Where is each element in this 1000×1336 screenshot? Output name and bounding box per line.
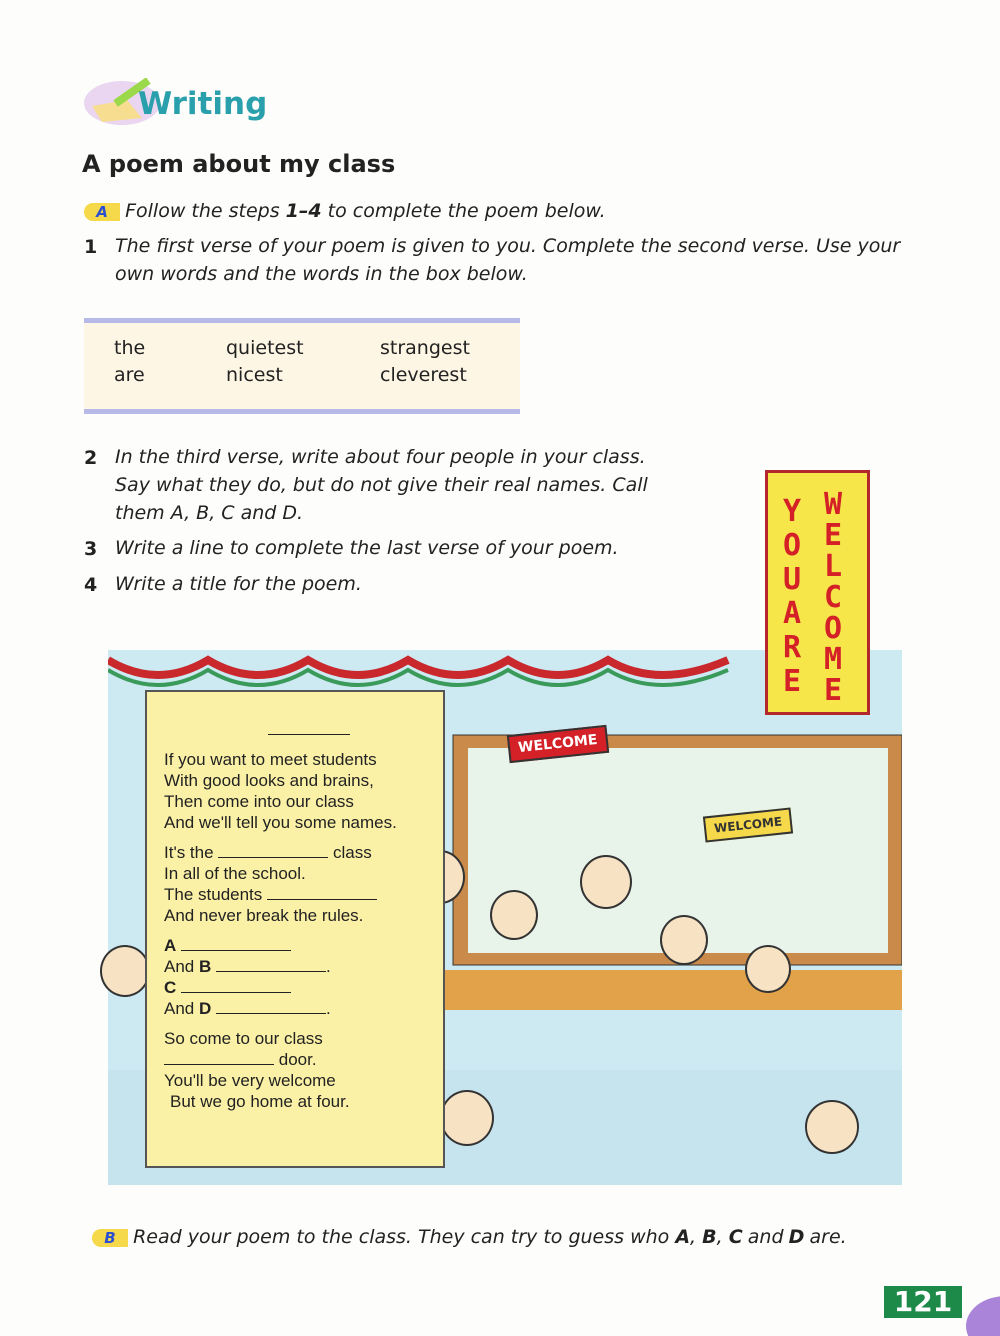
page-number: 121 xyxy=(884,1286,962,1318)
section-title: Writing xyxy=(138,86,268,122)
banner-letter: U xyxy=(782,562,802,597)
student-figure xyxy=(100,945,150,997)
step-3: Write a line to complete the last verse of your poem. xyxy=(115,537,619,559)
poem-line: If you want to meet students xyxy=(164,750,377,769)
word: strangest xyxy=(380,337,470,359)
student-figure xyxy=(745,945,791,993)
poem-line: So come to our class xyxy=(164,1029,323,1048)
poem-line: You'll be very welcome xyxy=(164,1071,336,1090)
banner-letter: W xyxy=(823,487,843,522)
poem-line: C xyxy=(164,978,291,998)
step-2: In the third verse, write about four people in your class. Say what they do, but do not give their real names. Call them A, B, C and D. xyxy=(115,446,648,524)
banner-letter: Y xyxy=(782,494,802,529)
word: are xyxy=(114,364,145,386)
poem-line: And we'll tell you some names. xyxy=(164,813,397,832)
student-figure xyxy=(660,915,708,965)
student-figure xyxy=(490,890,538,940)
step-number: 1 xyxy=(84,236,98,258)
poem-title-blank xyxy=(268,734,350,735)
banner-letter: A xyxy=(782,596,802,631)
welcome-sign: WELCOME xyxy=(703,807,793,842)
poem-line: With good looks and brains, xyxy=(164,771,374,790)
page-title: A poem about my class xyxy=(82,150,396,178)
banner-letter: M xyxy=(823,642,843,677)
poem-line: door. xyxy=(164,1050,317,1070)
part-b-instruction: B Read your poem to the class. They can try to guess who A, B, C and D are. xyxy=(92,1226,847,1248)
word: nicest xyxy=(226,364,283,386)
banner-letter: L xyxy=(823,549,843,584)
corner-decoration xyxy=(966,1296,1000,1336)
poem-line: It's the class xyxy=(164,843,372,862)
step-1: The first verse of your poem is given to you. Complete the second verse. Use your own words and the words in the box below. xyxy=(115,235,901,285)
student-figure xyxy=(440,1090,494,1146)
banner-letter: E xyxy=(823,518,843,553)
poem-line: And never break the rules. xyxy=(164,906,364,925)
poem-line: And B . xyxy=(164,957,331,976)
step-number: 2 xyxy=(84,447,98,469)
word: quietest xyxy=(226,337,304,359)
poem-line: The students xyxy=(164,885,377,905)
banner-letter: O xyxy=(823,611,843,646)
part-a-badge: A xyxy=(84,203,120,221)
word: cleverest xyxy=(380,364,467,386)
banner-letter: E xyxy=(782,664,802,699)
step-number: 3 xyxy=(84,538,98,560)
step-4: Write a title for the poem. xyxy=(115,573,362,595)
part-a-instruction: A Follow the steps 1–4 to complete the poem below. xyxy=(84,200,606,222)
welcome-sign: WELCOME xyxy=(507,725,609,763)
banner-letter: E xyxy=(823,673,843,708)
banner-letter: R xyxy=(782,630,802,665)
step-number: 4 xyxy=(84,574,98,596)
student-figure xyxy=(580,855,632,909)
poem-line: And D . xyxy=(164,999,331,1018)
poem-line: A xyxy=(164,936,291,956)
poem-line: Then come into our class xyxy=(164,792,354,811)
banner-letter: C xyxy=(823,580,843,615)
word-box xyxy=(84,318,520,414)
part-b-badge: B xyxy=(92,1229,128,1247)
student-figure xyxy=(805,1100,859,1154)
banner-letter: O xyxy=(782,528,802,563)
word: the xyxy=(114,337,146,359)
poem-line: In all of the school. xyxy=(164,864,306,883)
poem-line: But we go home at four. xyxy=(170,1092,350,1111)
